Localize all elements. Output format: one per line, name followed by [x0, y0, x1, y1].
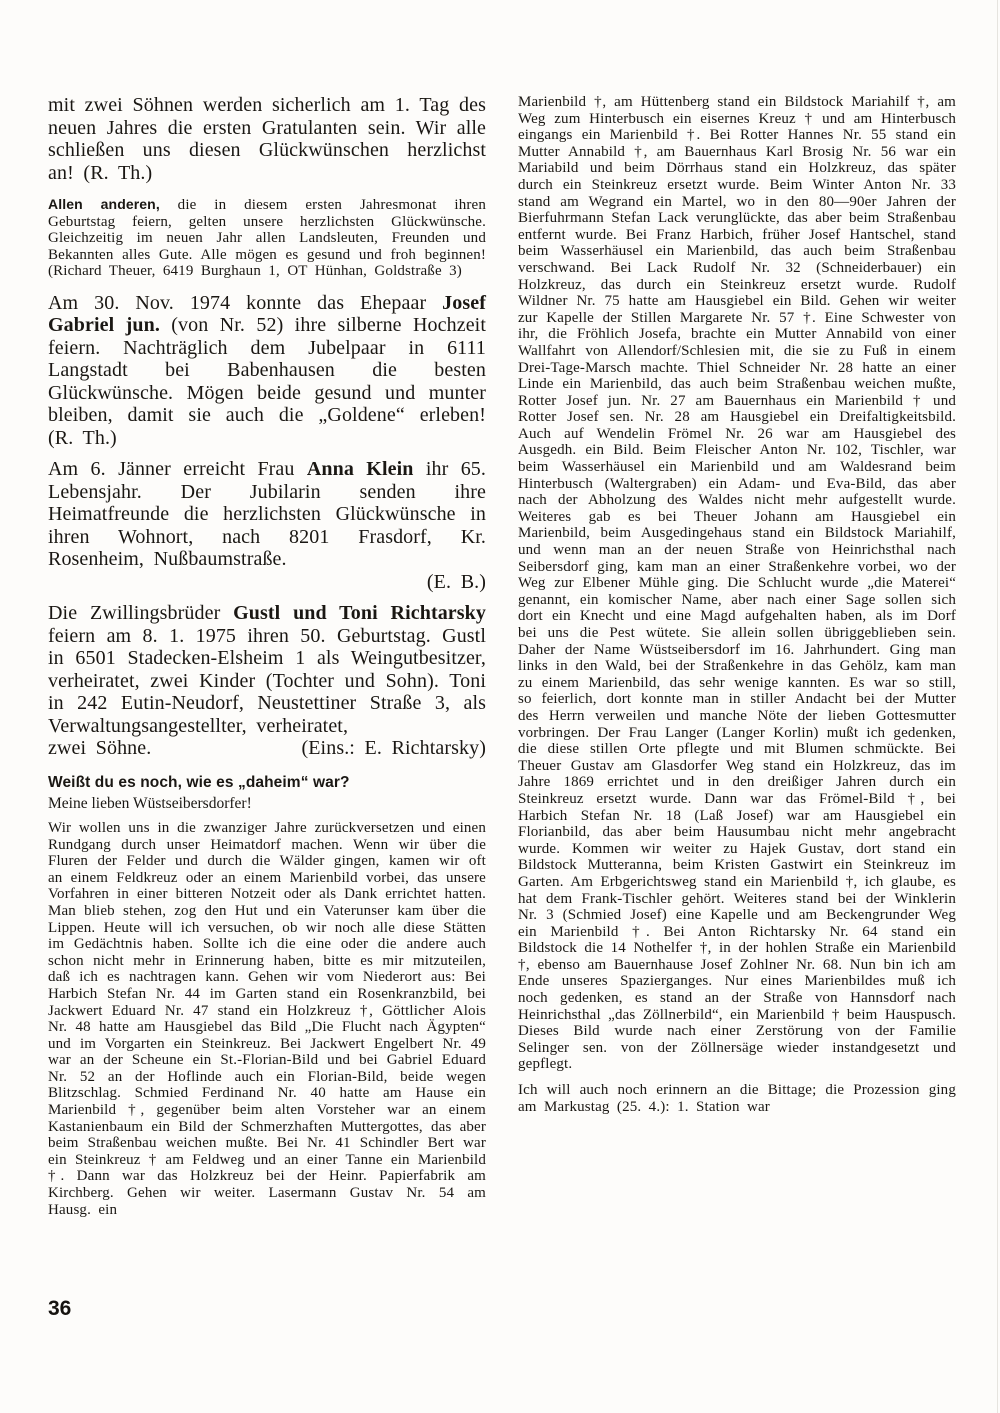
anna-klein-name: Anna Klein — [306, 458, 414, 481]
new-year-gratulanten-text: mit zwei Söhnen werden sicherlich am 1. Tag des neuen Jahres die ersten Gratulanten sein. Wir alle schließen uns diesen Glückwünschen herzlichst an! (R. Th.) — [48, 94, 486, 184]
silberne-hochzeit-before: Am 30. Nov. 1974 konnte das Ehepaar — [48, 291, 443, 314]
paragraph-richtarsky-zwillinge — [48, 602, 486, 760]
silberne-hochzeit-after: (von Nr. 52) ihre silberne Hochzeit feiern. Nachträglich dem Jubelpaar in 6111 Langstadt bei Babenhausen die besten Glückwünsche. Mögen beide gesund und munter bleiben, damit sie auch die „Goldene“ erleben! (R. Th.) — [48, 314, 487, 449]
memories-salutation: Meine lieben Wüstseibersdorfer! — [48, 794, 252, 812]
paragraph-allen-anderen — [48, 196, 486, 280]
anna-klein-signature: (E. B.) — [426, 570, 486, 593]
richtarsky-before: Die Zwillingsbrüder — [48, 602, 234, 625]
allen-anderen-text: die in diesem ersten Jahresmonat ihren Geburtstag feiern, gelten unsere herzlichsten Glückwünsche. Gleichzeitig im neuen Jahr allen Landsleuten, Freunden und Bekannten alles Gute. Alle mögen es gesund und froh beginnen! (Richard Theuer, 6419 Burghaun 1, OT Hünhan, Goldstraße 3) — [48, 197, 486, 280]
right-column — [518, 94, 956, 1227]
allen-anderen-lead: Allen anderen, — [48, 196, 160, 212]
paragraph-memories-walk-part2: Marienbild †, am Hüttenberg stand ein Bildstock Mariahilf †, am Weg zum Hinterbusch ein eisernes Kreuz † und am Hinterbusch eingangs ein Marienbild †. Bei Rotter Hannes Nr. 55 stand ein Mutter Annabild †, am Bauernhaus Karl Brosig Nr. 56 war ein Mariabild und beim Dörrhaus stand ein Holzkreuz, das später durch ein Steinkreuz ersetzt wurde. Beim Winter Anton Nr. 33 stand am Wegrand ein Martel, wo in den 80—90er Jahren der Bierfuhrmann Stefan Lack verunglückte, das aber beim Straßenbau entfernt wurde. Bei Franz Harbich, früher Josef Hantschel, stand beim Wasserhäusel ein Marienbild, das auch beim Straßenbau verschwand. Bei Lack Rudolf Nr. 32 (Schneiderbauer) ein Holzkreuz, das durch ein Steinkreuz ersetzt wurde. Rudolf Wildner Nr. 75 hatte am Hausgiebel ein Bild. Gehen wir weiter zur Kapelle der Stillen Margarete Nr. 57 †. Eine Schwester von ihr, die Fröhlich Josefa, brachte ein Mutter Annabild von einer Wallfahrt von Allendorf/Schlesien mit, die sie zu Fuß in einem Drei-Tage-Marsch machte. Thiel Schneider Nr. 28 hatte an einer Linde ein Marienbild, das auch beim Straßenbau weichen mußte, Rotter Josef jun. Nr. 27 am Bauernhaus ein Marienbild † und Rotter Josef sen. Nr. 28 am Hausgiebel ein Dreifaltigkeitsbild. Auch auf Wendelin Frömel Nr. 26 war am Hausgiebel des Ausgedh. ein Bild. Beim Fleischer Anton Nr. 102, Tischler, war beim Wasserhäusel ein Marienbild und am Waldesrand beim Hinterbusch (Waltergraben) ein Adam- und Eva-Bild, das aber nach der Abholzung des Waldes nicht mehr aufgestellt wurde. Weiteres gab es bei Theuer Johann am Hausgiebel ein Marienbild, beim Ausgedingehaus stand ein Bildstock Mariahilf, und wenn man an der neuen Straße von Heinrichsthal nach Seibersdorf ging, kam man an einer Straßenkehre vorbei, wo der Weg zur Elbener Mühle ging. Die Schlucht wurde „die Materei“ genannt, ein komischer Name, aber nach einer Sage sollen sich dort ein Knecht und eine Magd aufgehalten haben, als im Dorf bei uns die Pest wütete. Sie allein sollen übriggeblieben sein. Daher der Name Wüstseibersdorf im 16. Jahrhundert. Ging man links in den Wald, bei der Straßenkehre in das Gehölz, kam man zu einem Marienbild, das sehr wenige kannten. Es war so still, so feierlich, dort konnte man in stiller Andacht bei der Mutter des Herrn verweilen und manche Nöte der lieben Gottesmutter vorbringen. Der Frau Langer (Langer Korlin) mußt ich gedenken, die diese stillen Orte pflegte und mit Blumen schmückte. Bei Theuer Gustav am Glasdorfer Weg stand ein Holzkreuz, das im Jahre 1869 errichtet und in den dreißiger Jahren durch ein Steinkreuz ersetzt wurde. Dann war das Frömel-Bild †, bei Harbich Stefan Nr. 18 (Laß Josef) war am Hausgiebel ein Florianbild, das aber beim Hausumbau nicht mehr angebracht wurde. Kommen wir weiter zu Hajek Gustav, dort stand ein Bildstock Mutteranna, beim Kristen Gastwirt ein Steinkreuz im Garten. Am Erbgerichtsweg stand ein Marienbild †, ich glaube, es hat dem Frank-Tischler gehört. Weiteres stand bei der Winklerin Nr. 3 (Schmied Josef) eine Kapelle und am Beckengrunder Weg ein Marienbild †. Bei Anton Richtarsky Nr. 64 stand ein Bildstock die 14 Nothelfer †, in der hohlen Straße ein Marienbild †, ebenso am Bauernhause Josef Zohlner Nr. 68. Nun bin ich am Ende unseres Spazierganges. Nur eines Marienbildes muß ich noch gedenken, es stand an der Straße von Hannsdorf nach Heinrichsthal „das Zöllnerbild“, ein Marienbild † beim Hauspusch. Dieses Bild wurde nach einer Zerstörung von der Familie Selinger sen. von der Zöllnersäge wieder instandgesetzt und gepflegt. — [518, 94, 956, 1073]
richtarsky-last-words: zwei Söhne. — [48, 737, 152, 760]
paragraph-bittage: Ich will auch noch erinnern an die Bittage; die Prozession ging am Markustag (25. 4.): 1. Station war — [518, 1082, 956, 1115]
paragraph-new-year-gratulanten — [48, 94, 486, 184]
anna-klein-after: ihr 65. Lebensjahr. Der Jubilarin senden ihre Heimatfreunde die herzlichsten Glückwünsche in ihren Wohnort, nach 8201 Frasdorf, Kr. Rosenheim, Nußbaumstraße. — [48, 458, 486, 571]
richtarsky-last-line — [48, 737, 486, 760]
anna-klein-before: Am 6. Jänner erreicht Frau — [48, 458, 307, 481]
left-column — [48, 94, 486, 1227]
memories-section-heading: Weißt du es noch, wie es „daheim“ war? — [48, 773, 350, 791]
paragraph-silberne-hochzeit — [48, 292, 486, 450]
silberne-hochzeit-name: Josef Gabriel jun. — [48, 291, 486, 337]
richtarsky-names: Gustl und Toni Richtarsky — [233, 602, 486, 625]
richtarsky-signature: (Eins.: E. Richtarsky) — [301, 737, 486, 760]
page-number: 36 — [48, 1297, 72, 1320]
richtarsky-after: feiern am 8. 1. 1975 ihren 50. Geburtstag. Gustl in 6501 Stadecken-Elsheim 1 als Weingutbesitzer, verheiratet, zwei Kinder (Tochter und Sohn). Toni in 242 Eutin-Neudorf, Neustettiner Straße 3, als Verwaltungsangestellter, verheiratet, — [48, 624, 486, 737]
paragraph-memories-walk-part1: Wir wollen uns in die zwanziger Jahre zurückversetzen und einen Rundgang durch unser Heimatdorf machen. Wenn wir über die Fluren der Felder und durch die Wälder gingen, kamen wir oft an einem Feldkreuz oder an einem Marienbild vorbei, das unsere Vorfahren in einer bitteren Notzeit oder als Dank errichtet hatten. Man blieb stehen, zog den Hut und ein Vaterunser kam über die Lippen. Heute will ich versuchen, ob wir noch alle diese Stätten im Gedächtnis haben. Sollte ich die eine oder die andere auch schon nicht mehr in Erinnerung haben, bitte es mir mitzuteilen, daß ich es nachtragen kann. Gehen wir vom Niederort aus: Bei Harbich Stefan Nr. 44 im Garten stand ein Rosenkranzbild, bei Jackwert Eduard Nr. 47 stand ein Holzkreuz †, Göttlicher Alois Nr. 48 hatte am Hausgiebel das Bild „Die Flucht nach Ägypten“ und im Vorgarten ein Steinkreuz. Bei Jackwert Engelbert Nr. 49 war an der Scheune ein St.-Florian-Bild und bei Gabriel Eduard Nr. 52 an der Hoflinde auch ein Florian-Bild, beide wegen Blitzschlag. Schmied Ferdinand Nr. 40 hatte am Hause ein Marienbild †, gegenüber beim alten Vorsteher war an einem Kastanienbaum ein Bild der Schmerzhaften Muttergottes, das aber beim Straßenbau weichen mußte. Bei Nr. 41 Schindler Bert war ein Steinkreuz † am Feldweg und an einer Tanne ein Marienbild †. Dann war das Holzkreuz bei der Heinr. Papierfabrik am Kirchberg. Gehen wir weiter. Lasermann Gustav Nr. 54 am Hausg. ein — [48, 819, 486, 1218]
paragraph-anna-klein — [48, 458, 486, 593]
